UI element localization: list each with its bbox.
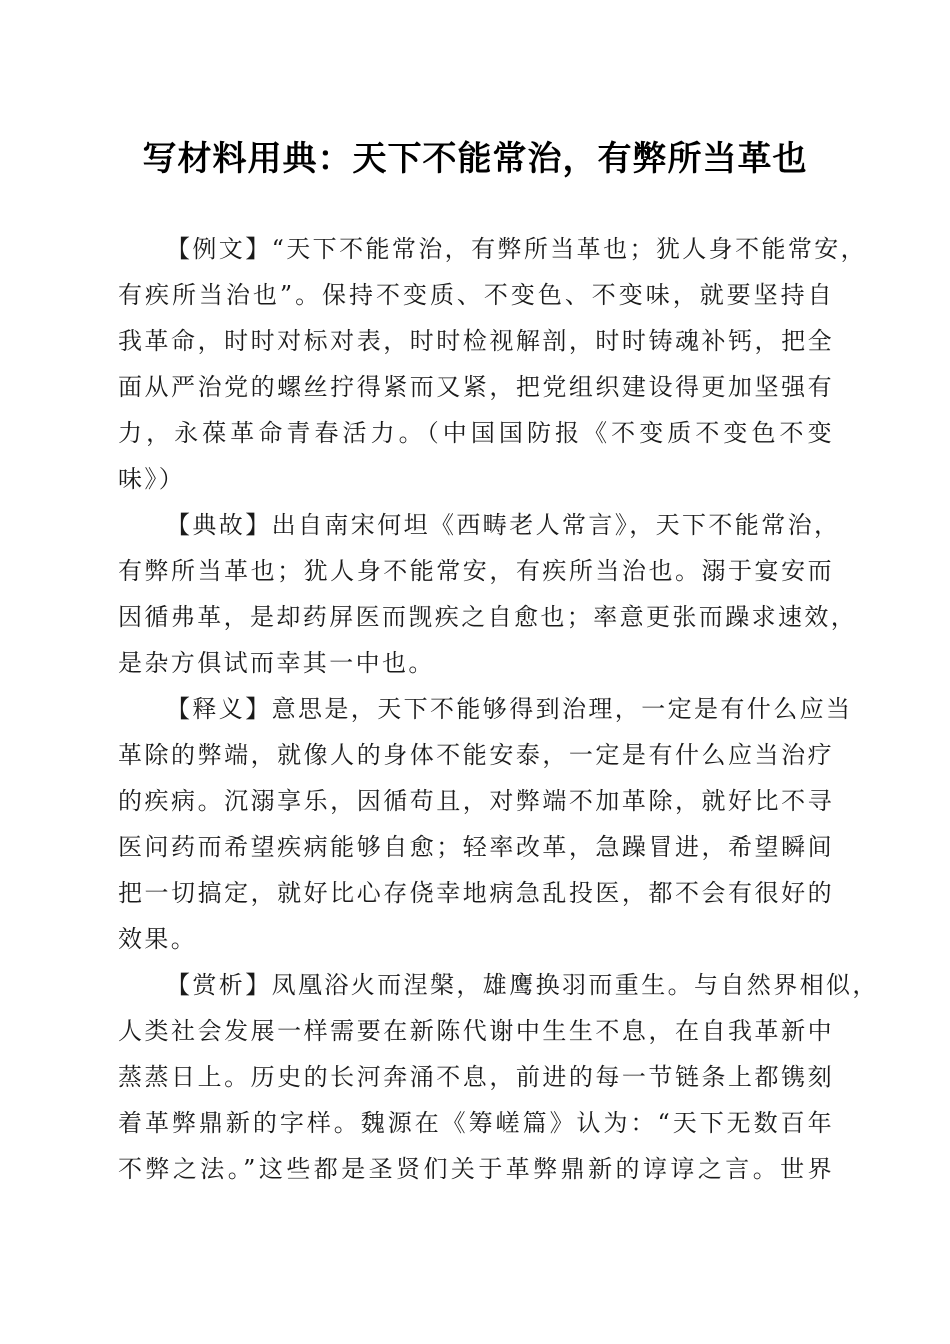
paragraph-line: 【典故】出自南宋何坦《西畴老人常言》，天下不能常治， [166,511,841,539]
paragraph-interpretation [118,686,853,962]
paragraph-line: 的疾病。沉溺享乐，因循苟且，对弊端不加革除，就好比不寻 [118,787,834,815]
paragraph-allusion [118,502,858,686]
paragraph-line: 有疾所当治也”。保持不变质、不变色、不变味，就要坚持自 [118,281,834,309]
paragraph-example [118,226,868,502]
paragraph-line: 【例文】“天下不能常治，有弊所当革也；犹人身不能常安， [166,235,868,263]
paragraph-line: 是杂方俱试而幸其一中也。 [118,649,435,677]
paragraph-line: 有弊所当革也；犹人身不能常安，有疾所当治也。溺于宴安而 [118,557,834,585]
paragraph-line: 把一切搞定，就好比心存侥幸地病急乱投医，都不会有很好的 [118,879,834,907]
paragraph-appreciation [118,962,879,1192]
paragraph-line: 着革弊鼎新的字样。魏源在《筹嵯篇》认为：“天下无数百年 [118,1109,834,1137]
paragraph-line: 面从严治党的螺丝拧得紧而又紧，把党组织建设得更加坚强有 [118,373,834,401]
paragraph-line: 我革命，时时对标对表，时时检视解剖，时时铸魂补钙，把全 [118,327,834,355]
paragraph-line: 力，永葆革命青春活力。（中国国防报《不变质不变色不变 [118,419,834,447]
paragraph-line: 因循弗革，是却药屏医而觊疾之自愈也；率意更张而躁求速效， [118,603,858,631]
paragraph-line: 【释义】意思是，天下不能够得到治理，一定是有什么应当 [166,695,853,723]
paragraph-line: 医问药而希望疾病能够自愈；轻率改革，急躁冒进，希望瞬间 [118,833,834,861]
document-title: 写材料用典：天下不能常治，有弊所当革也 [142,139,808,179]
document-body [118,226,879,1192]
paragraph-line: 【赏析】凤凰浴火而涅槃，雄鹰换羽而重生。与自然界相似， [166,971,879,999]
paragraph-line: 不弊之法。”这些都是圣贤们关于革弊鼎新的谆谆之言。世界 [118,1155,834,1183]
paragraph-line: 蒸蒸日上。历史的长河奔涌不息，前进的每一节链条上都镌刻 [118,1063,834,1091]
paragraph-line: 效果。 [118,925,198,953]
paragraph-line: 味》） [118,465,186,493]
paragraph-line: 革除的弊端，就像人的身体不能安泰，一定是有什么应当治疗 [118,741,834,769]
paragraph-line: 人类社会发展一样需要在新陈代谢中生生不息，在自我革新中 [118,1017,834,1045]
